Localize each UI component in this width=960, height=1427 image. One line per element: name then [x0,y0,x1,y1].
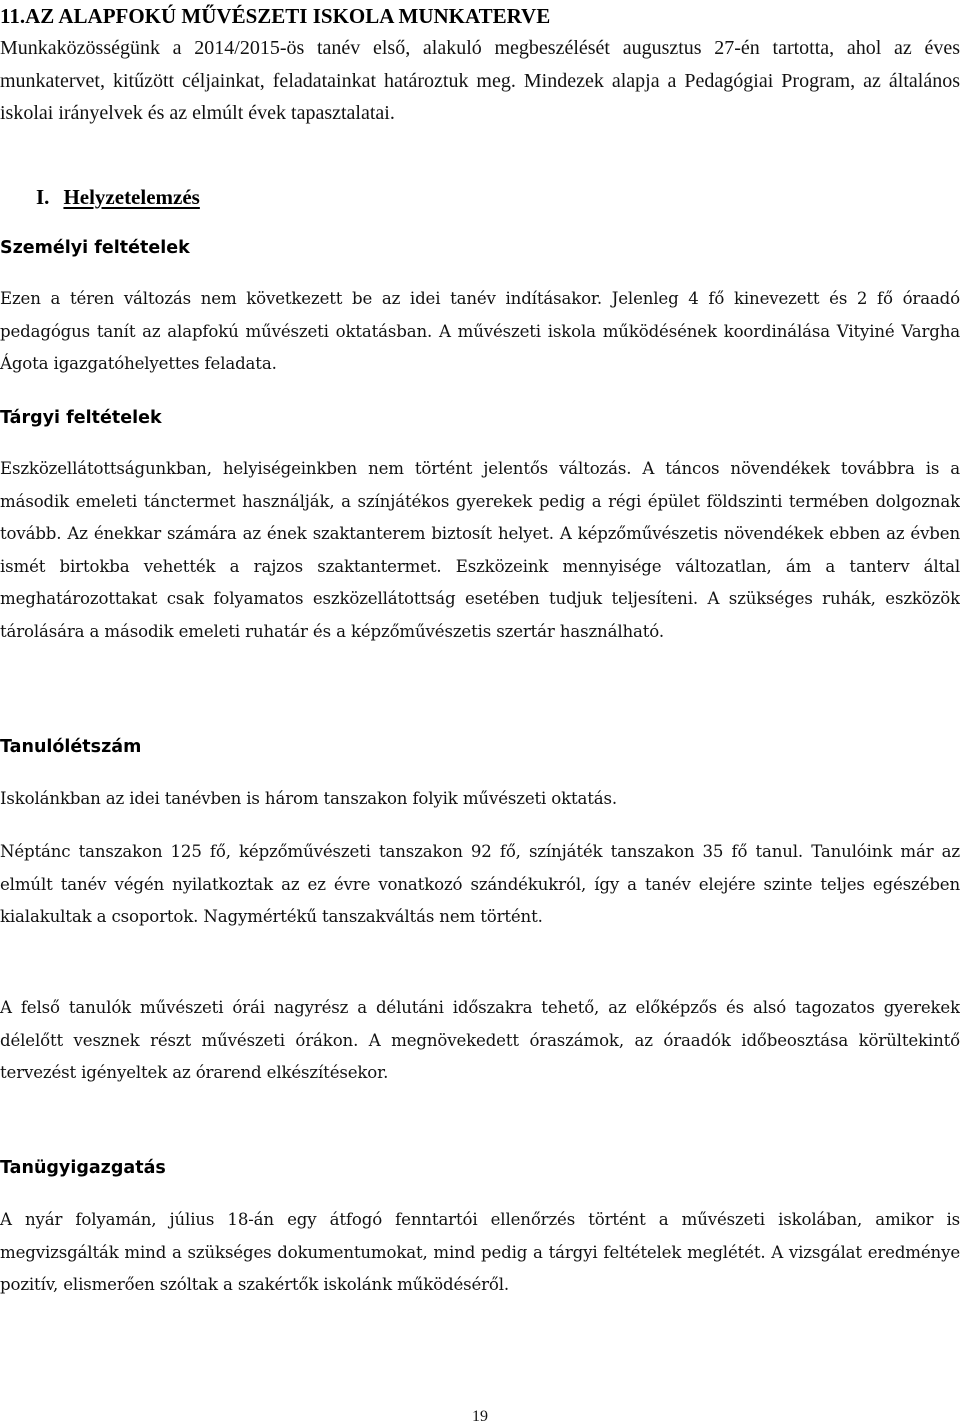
intro-paragraph: Munkaközösségünk a 2014/2015-ös tanév első, alakuló megbeszélését augusztus 27-én tartotta, ahol az éves munkatervet, kitűzött céljainkat, feladatainkat határoztuk meg. Mindezek alapja a Pedagógiai Program, az általános iskolai irányelvek és az elmúlt évek tapasztalatai. [0,37,960,124]
material-conditions-paragraph: Eszközellátottságunkban, helyiségeinkben nem történt jelentős változás. A táncos növendékek továbbra is a második emeleti tánctermet használják, a színjátékos gyerekek pedig a régi épület földszinti termében dolgoznak tovább. Az énekkar számára az ének szaktanterem biztosít helyet. A képzőművészetis növendékek ebben az évben ismét birtokba vehették a rajzos szaktantermet. Eszközeink mennyisége változatlan, ám a tanterv által meghatározottakat csak folyamatos eszközellátottság esetében tudjuk teljesíteni. A szükséges ruhák, eszközök tárolására a második emeleti ruhatár és a képzőművészetis szertár használható. [0,459,960,641]
section-number: I. [36,185,50,209]
administration-heading: Tanügyigazgatás [0,1158,166,1178]
personal-conditions-heading: Személyi feltételek [0,238,190,258]
material-conditions-heading: Tárgyi feltételek [0,408,162,428]
section-title: Helyzetelemzés [63,185,200,209]
enrollment-heading: Tanulólétszám [0,737,142,757]
section-heading [36,182,936,212]
enrollment-paragraph-2: Néptánc tanszakon 125 fő, képzőművészeti tanszakon 92 fő, színjáték tanszakon 35 fő tanul. Tanulóink már az elmúlt tanév végén nyilatkoztak az ez évre vonatkozó szándékukról, így a tanév elejére szinte teljes egészében kialakultak a csoportok. Nagymértékű tanszakváltás nem történt. [0,842,960,927]
document-title: 11.AZ ALAPFOKÚ MŰVÉSZETI ISKOLA MUNKATERVE [0,4,551,28]
enrollment-paragraph-3: A felső tanulók művészeti órái nagyrész a délutáni időszakra tehető, az előképzős és alsó tagozatos gyerekek délelőtt vesznek részt művészeti órákon. A megnövekedett óraszámok, az óraadók időbeosztása körültekintő tervezést igényeltek az órarend elkészítésekor. [0,998,960,1083]
personal-conditions-paragraph: Ezen a téren változás nem következett be az idei tanév indításakor. Jelenleg 4 fő kinevezett és 2 fő óraadó pedagógus tanít az alapfokú művészeti oktatásban. A művészeti iskola működésének koordinálása Vityiné Vargha Ágota igazgatóhelyettes feladata. [0,289,960,374]
page-number: 19 [472,1408,488,1425]
enrollment-paragraph-1: Iskolánkban az idei tanévben is három tanszakon folyik művészeti oktatás. [0,789,618,808]
administration-paragraph: A nyár folyamán, július 18-án egy átfogó fenntartói ellenőrzés történt a művészeti iskolában, amikor is megvizsgálták mind a szükséges dokumentumokat, mind pedig a tárgyi feltételek meglétét. A vizsgálat eredménye pozitív, elismerően szóltak a szakértők iskolánk működéséről. [0,1210,960,1295]
